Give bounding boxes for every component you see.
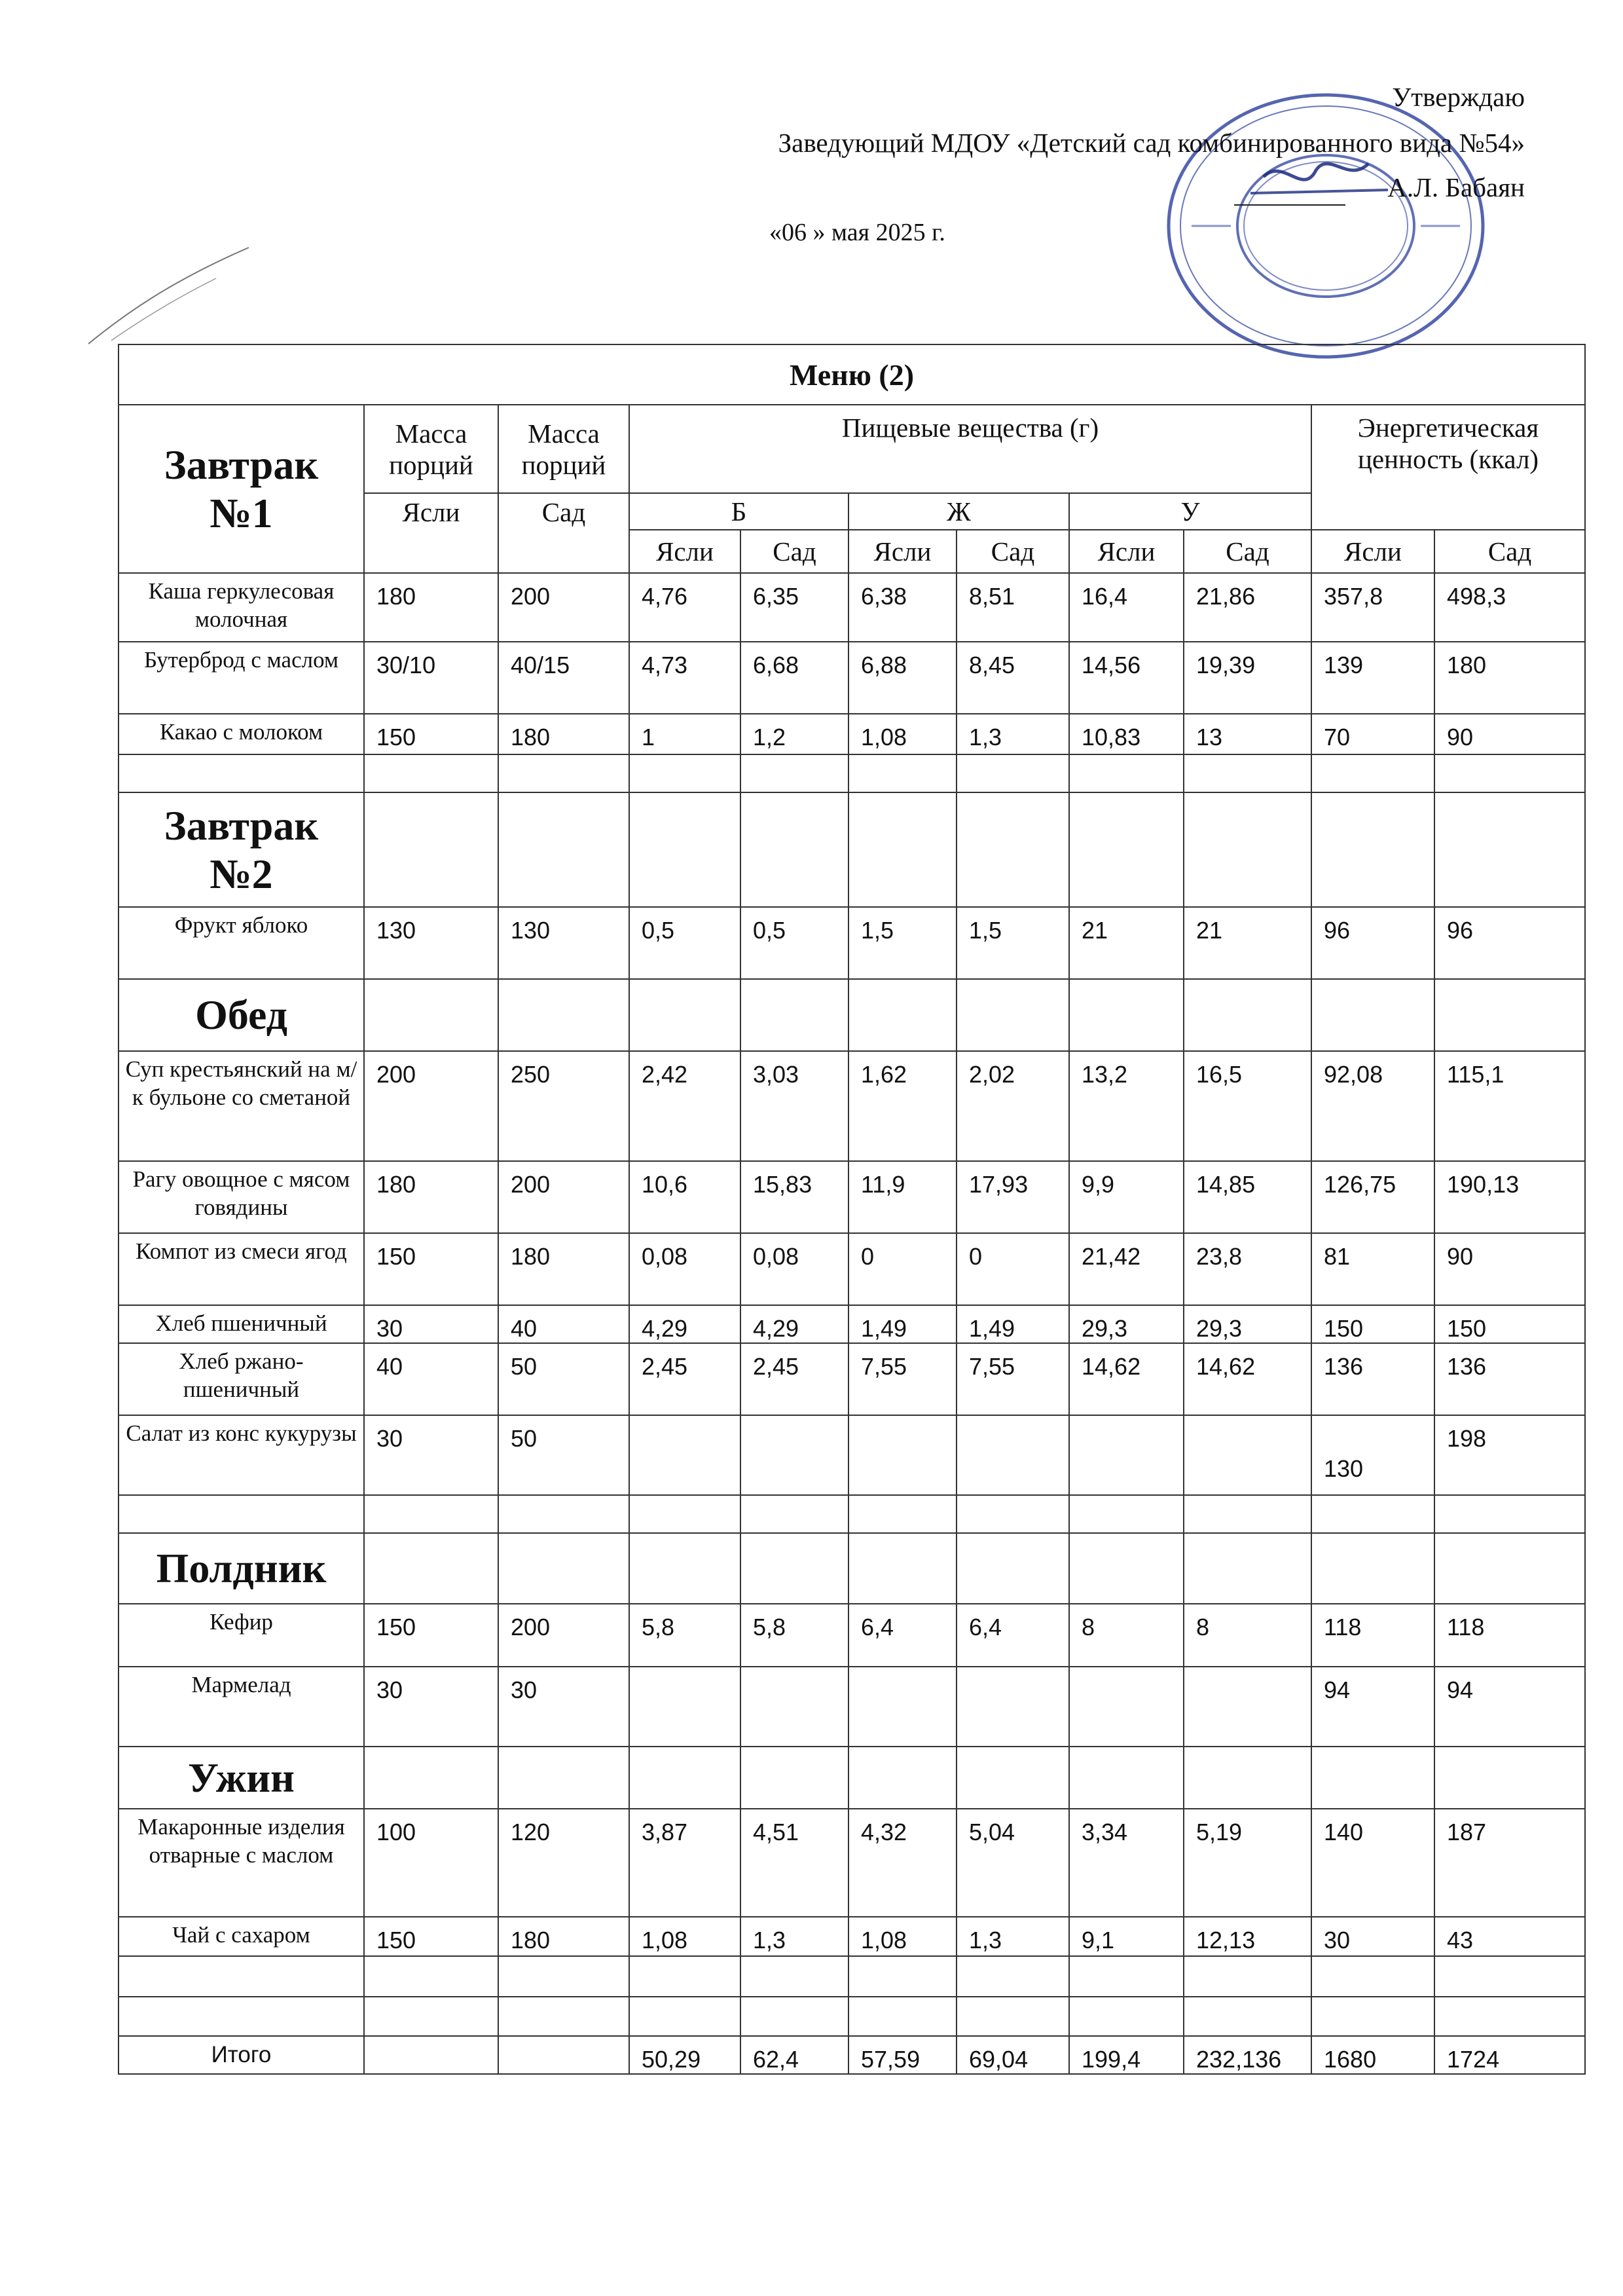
value-cell: 21,86 bbox=[1184, 573, 1311, 642]
value-cell: 126,75 bbox=[1311, 1161, 1434, 1233]
value-cell: 70 bbox=[1311, 714, 1434, 754]
value-cell: 43 bbox=[1434, 1917, 1585, 1956]
value-cell: 19,39 bbox=[1184, 642, 1311, 714]
value-cell: 1,49 bbox=[957, 1305, 1069, 1343]
u-yasli-header: Ясли bbox=[1069, 530, 1184, 573]
value-cell: 30 bbox=[1311, 1917, 1434, 1956]
value-cell: 7,55 bbox=[848, 1343, 957, 1415]
mass-header-sad: Масса порций bbox=[498, 405, 629, 493]
dish-name: Фрукт яблоко bbox=[119, 907, 364, 979]
empty-row bbox=[119, 1997, 1585, 2036]
value-cell: 50 bbox=[498, 1415, 629, 1495]
value-cell bbox=[957, 1667, 1069, 1747]
mass-sub-sad: Сад bbox=[498, 493, 629, 573]
value-cell: 15,83 bbox=[740, 1161, 848, 1233]
section-title-lunch: Обед bbox=[119, 979, 364, 1051]
menu-title: Меню (2) bbox=[119, 344, 1585, 405]
value-cell: 3,03 bbox=[740, 1051, 848, 1161]
section-title-dinner: Ужин bbox=[119, 1747, 364, 1809]
energy-yasli-header: Ясли bbox=[1311, 530, 1434, 573]
value-cell: 10,83 bbox=[1069, 714, 1184, 754]
total-cell: 1724 bbox=[1434, 2036, 1585, 2074]
value-cell: 150 bbox=[364, 1604, 498, 1667]
value-cell: 120 bbox=[498, 1809, 629, 1917]
value-cell: 4,51 bbox=[740, 1809, 848, 1917]
value-cell: 81 bbox=[1311, 1233, 1434, 1305]
value-cell bbox=[957, 1415, 1069, 1495]
value-cell: 0,5 bbox=[740, 907, 848, 979]
value-cell: 180 bbox=[1434, 642, 1585, 714]
total-cell: 199,4 bbox=[1069, 2036, 1184, 2074]
value-cell: 8 bbox=[1184, 1604, 1311, 1667]
value-cell: 180 bbox=[498, 1917, 629, 1956]
value-cell: 150 bbox=[364, 1233, 498, 1305]
value-cell: 8,51 bbox=[957, 573, 1069, 642]
value-cell: 115,1 bbox=[1434, 1051, 1585, 1161]
value-cell bbox=[1184, 1667, 1311, 1747]
value-cell: 180 bbox=[498, 1233, 629, 1305]
value-cell: 2,42 bbox=[629, 1051, 740, 1161]
value-cell: 0,08 bbox=[629, 1233, 740, 1305]
value-cell: 0 bbox=[848, 1233, 957, 1305]
section-row-lunch bbox=[119, 979, 1585, 1051]
value-cell: 29,3 bbox=[1184, 1305, 1311, 1343]
value-cell: 5,8 bbox=[740, 1604, 848, 1667]
value-cell bbox=[740, 1667, 848, 1747]
dish-name: Мармелад bbox=[119, 1667, 364, 1747]
value-cell: 6,4 bbox=[848, 1604, 957, 1667]
value-cell: 118 bbox=[1434, 1604, 1585, 1667]
value-cell: 180 bbox=[364, 1161, 498, 1233]
value-cell: 8,45 bbox=[957, 642, 1069, 714]
value-cell: 190,13 bbox=[1434, 1161, 1585, 1233]
dish-name: Макаронные изделия отварные с маслом bbox=[119, 1809, 364, 1917]
value-cell: 90 bbox=[1434, 714, 1585, 754]
pen-stroke-mark bbox=[85, 242, 255, 347]
value-cell: 6,88 bbox=[848, 642, 957, 714]
value-cell: 6,38 bbox=[848, 573, 957, 642]
value-cell: 118 bbox=[1311, 1604, 1434, 1667]
value-cell: 9,1 bbox=[1069, 1917, 1184, 1956]
table-row bbox=[119, 1233, 1585, 1305]
zh-yasli-header: Ясли bbox=[848, 530, 957, 573]
section-title-breakfast1 bbox=[119, 405, 364, 573]
value-cell: 1,3 bbox=[957, 714, 1069, 754]
approval-title: Утверждаю bbox=[1392, 82, 1525, 112]
value-cell: 1,62 bbox=[848, 1051, 957, 1161]
value-cell: 200 bbox=[498, 1604, 629, 1667]
value-cell: 21 bbox=[1184, 907, 1311, 979]
b-yasli-header: Ясли bbox=[629, 530, 740, 573]
value-cell: 92,08 bbox=[1311, 1051, 1434, 1161]
value-cell: 16,4 bbox=[1069, 573, 1184, 642]
value-cell: 4,29 bbox=[629, 1305, 740, 1343]
value-cell: 10,6 bbox=[629, 1161, 740, 1233]
value-cell: 30 bbox=[364, 1667, 498, 1747]
value-cell: 200 bbox=[498, 1161, 629, 1233]
value-cell: 180 bbox=[498, 714, 629, 754]
value-cell: 130 bbox=[498, 907, 629, 979]
value-cell: 50 bbox=[498, 1343, 629, 1415]
value-cell: 4,76 bbox=[629, 573, 740, 642]
value-cell: 1,3 bbox=[740, 1917, 848, 1956]
value-cell: 14,85 bbox=[1184, 1161, 1311, 1233]
mass-header-yasli: Масса порций bbox=[364, 405, 498, 493]
total-cell: 1680 bbox=[1311, 2036, 1434, 2074]
value-cell: 21,42 bbox=[1069, 1233, 1184, 1305]
value-cell: 2,45 bbox=[740, 1343, 848, 1415]
value-cell: 1,08 bbox=[629, 1917, 740, 1956]
value-cell: 94 bbox=[1434, 1667, 1585, 1747]
value-cell: 11,9 bbox=[848, 1161, 957, 1233]
value-cell: 40/15 bbox=[498, 642, 629, 714]
value-cell: 0,5 bbox=[629, 907, 740, 979]
table-row bbox=[119, 1809, 1585, 1917]
value-cell: 1 bbox=[629, 714, 740, 754]
empty-row bbox=[119, 1956, 1585, 1997]
value-cell: 198 bbox=[1434, 1415, 1585, 1495]
value-cell: 1,08 bbox=[848, 714, 957, 754]
value-cell: 40 bbox=[364, 1343, 498, 1415]
approval-date: «06 » мая 2025 г. bbox=[769, 219, 945, 246]
value-cell: 136 bbox=[1434, 1343, 1585, 1415]
nutrient-zh-header: Ж bbox=[848, 493, 1069, 530]
value-cell: 3,87 bbox=[629, 1809, 740, 1917]
value-cell bbox=[848, 1667, 957, 1747]
nutrient-u-header: У bbox=[1069, 493, 1311, 530]
value-cell: 5,8 bbox=[629, 1604, 740, 1667]
value-cell: 357,8 bbox=[1311, 573, 1434, 642]
value-cell: 0 bbox=[957, 1233, 1069, 1305]
value-cell: 6,4 bbox=[957, 1604, 1069, 1667]
value-cell: 23,8 bbox=[1184, 1233, 1311, 1305]
value-cell: 14,62 bbox=[1184, 1343, 1311, 1415]
value-cell: 9,9 bbox=[1069, 1161, 1184, 1233]
value-cell: 150 bbox=[1311, 1305, 1434, 1343]
table-row bbox=[119, 1343, 1585, 1415]
table-row bbox=[119, 1051, 1585, 1161]
nutrient-b-header: Б bbox=[629, 493, 848, 530]
value-cell: 200 bbox=[498, 573, 629, 642]
section-row-breakfast2 bbox=[119, 792, 1585, 907]
value-cell: 6,35 bbox=[740, 573, 848, 642]
dish-name: Компот из смеси ягод bbox=[119, 1233, 364, 1305]
value-cell bbox=[740, 1415, 848, 1495]
value-cell: 12,13 bbox=[1184, 1917, 1311, 1956]
value-cell: 139 bbox=[1311, 642, 1434, 714]
value-cell: 1,5 bbox=[848, 907, 957, 979]
value-cell bbox=[1069, 1415, 1184, 1495]
value-cell: 40 bbox=[498, 1305, 629, 1343]
dish-name: Каша геркулесовая молочная bbox=[119, 573, 364, 642]
dish-name: Хлеб ржано-пшеничный bbox=[119, 1343, 364, 1415]
dish-name: Суп крестьянский на м/к бульоне со сметаной bbox=[119, 1051, 364, 1161]
table-row bbox=[119, 1604, 1585, 1667]
value-cell: 13,2 bbox=[1069, 1051, 1184, 1161]
energy-sad-header: Сад bbox=[1434, 530, 1585, 573]
zh-sad-header: Сад bbox=[957, 530, 1069, 573]
section-row-snack bbox=[119, 1533, 1585, 1604]
value-cell: 150 bbox=[364, 714, 498, 754]
value-cell: 30/10 bbox=[364, 642, 498, 714]
b-sad-header: Сад bbox=[740, 530, 848, 573]
table-row bbox=[119, 1415, 1585, 1495]
value-cell: 13 bbox=[1184, 714, 1311, 754]
section-title-line: Завтрак bbox=[164, 441, 319, 488]
value-cell: 2,45 bbox=[629, 1343, 740, 1415]
value-cell: 5,19 bbox=[1184, 1809, 1311, 1917]
dish-name: Бутерброд с маслом bbox=[119, 642, 364, 714]
total-cell: 57,59 bbox=[848, 2036, 957, 2074]
value-cell: 21 bbox=[1069, 907, 1184, 979]
value-cell: 100 bbox=[364, 1809, 498, 1917]
empty-row bbox=[119, 1495, 1585, 1533]
total-cell: 62,4 bbox=[740, 2036, 848, 2074]
dish-name: Рагу овощное с мясом говядины bbox=[119, 1161, 364, 1233]
value-cell: 96 bbox=[1311, 907, 1434, 979]
menu-table bbox=[118, 344, 1586, 2075]
header-row-1 bbox=[119, 405, 1585, 493]
value-cell: 3,34 bbox=[1069, 1809, 1184, 1917]
total-cell: 69,04 bbox=[957, 2036, 1069, 2074]
table-row bbox=[119, 642, 1585, 714]
value-cell: 2,02 bbox=[957, 1051, 1069, 1161]
approval-signer: А.Л. Бабаян bbox=[1387, 172, 1525, 202]
nutrients-header: Пищевые вещества (г) bbox=[629, 405, 1311, 493]
mass-sub-yasli: Ясли bbox=[364, 493, 498, 573]
table-row bbox=[119, 714, 1585, 754]
value-cell: 1,49 bbox=[848, 1305, 957, 1343]
table-row bbox=[119, 1667, 1585, 1747]
empty-row bbox=[119, 754, 1585, 792]
value-cell: 29,3 bbox=[1069, 1305, 1184, 1343]
value-cell: 250 bbox=[498, 1051, 629, 1161]
total-row bbox=[119, 2036, 1585, 2074]
value-cell: 140 bbox=[1311, 1809, 1434, 1917]
total-cell: 232,136 bbox=[1184, 2036, 1311, 2074]
value-cell bbox=[1184, 1415, 1311, 1495]
section-title-snack: Полдник bbox=[119, 1533, 364, 1604]
table-title-row bbox=[119, 344, 1585, 405]
total-label: Итого bbox=[119, 2036, 364, 2074]
dish-name: Хлеб пшеничный bbox=[119, 1305, 364, 1343]
value-cell: 14,56 bbox=[1069, 642, 1184, 714]
value-cell: 5,04 bbox=[957, 1809, 1069, 1917]
value-cell: 1,5 bbox=[957, 907, 1069, 979]
table-row bbox=[119, 1161, 1585, 1233]
value-cell bbox=[1069, 1667, 1184, 1747]
dish-name: Салат из конс кукурузы bbox=[119, 1415, 364, 1495]
value-cell: 150 bbox=[1434, 1305, 1585, 1343]
section-row-dinner bbox=[119, 1747, 1585, 1809]
value-cell: 150 bbox=[364, 1917, 498, 1956]
value-cell: 0,08 bbox=[740, 1233, 848, 1305]
value-cell: 30 bbox=[364, 1415, 498, 1495]
value-cell: 30 bbox=[364, 1305, 498, 1343]
dish-name: Какао с молоком bbox=[119, 714, 364, 754]
u-sad-header: Сад bbox=[1184, 530, 1311, 573]
table-row bbox=[119, 573, 1585, 642]
dish-name: Кефир bbox=[119, 1604, 364, 1667]
value-cell: 130 bbox=[364, 907, 498, 979]
value-cell: 94 bbox=[1311, 1667, 1434, 1747]
value-cell: 6,68 bbox=[740, 642, 848, 714]
value-cell: 180 bbox=[364, 573, 498, 642]
value-cell: 187 bbox=[1434, 1809, 1585, 1917]
dish-name: Чай с сахаром bbox=[119, 1917, 364, 1956]
section-title-line: №1 bbox=[210, 489, 273, 536]
value-cell bbox=[629, 1415, 740, 1495]
value-cell: 17,93 bbox=[957, 1161, 1069, 1233]
signature-line bbox=[1234, 204, 1345, 206]
value-cell: 96 bbox=[1434, 907, 1585, 979]
section-title-breakfast2 bbox=[119, 792, 364, 907]
value-cell: 1,2 bbox=[740, 714, 848, 754]
value-cell: 7,55 bbox=[957, 1343, 1069, 1415]
approval-position: Заведующий МДОУ «Детский сад комбинированного вида №54» bbox=[778, 128, 1525, 158]
value-cell: 1,3 bbox=[957, 1917, 1069, 1956]
value-cell: 14,62 bbox=[1069, 1343, 1184, 1415]
value-cell: 30 bbox=[498, 1667, 629, 1747]
value-cell: 16,5 bbox=[1184, 1051, 1311, 1161]
section-title-line: Завтрак bbox=[164, 802, 319, 849]
value-cell: 136 bbox=[1311, 1343, 1434, 1415]
table-row bbox=[119, 1305, 1585, 1343]
table-row bbox=[119, 907, 1585, 979]
value-cell: 130 bbox=[1311, 1415, 1434, 1495]
value-cell: 8 bbox=[1069, 1604, 1184, 1667]
total-cell bbox=[364, 2036, 498, 2074]
value-cell bbox=[629, 1667, 740, 1747]
value-cell: 200 bbox=[364, 1051, 498, 1161]
value-cell: 4,29 bbox=[740, 1305, 848, 1343]
value-cell: 90 bbox=[1434, 1233, 1585, 1305]
total-cell: 50,29 bbox=[629, 2036, 740, 2074]
total-cell bbox=[498, 2036, 629, 2074]
value-cell: 4,73 bbox=[629, 642, 740, 714]
section-title-line: №2 bbox=[210, 850, 273, 897]
table-row bbox=[119, 1917, 1585, 1956]
energy-header: Энергетическая ценность (ккал) bbox=[1311, 405, 1585, 530]
value-cell: 1,08 bbox=[848, 1917, 957, 1956]
value-cell: 498,3 bbox=[1434, 573, 1585, 642]
value-cell bbox=[848, 1415, 957, 1495]
value-cell: 4,32 bbox=[848, 1809, 957, 1917]
